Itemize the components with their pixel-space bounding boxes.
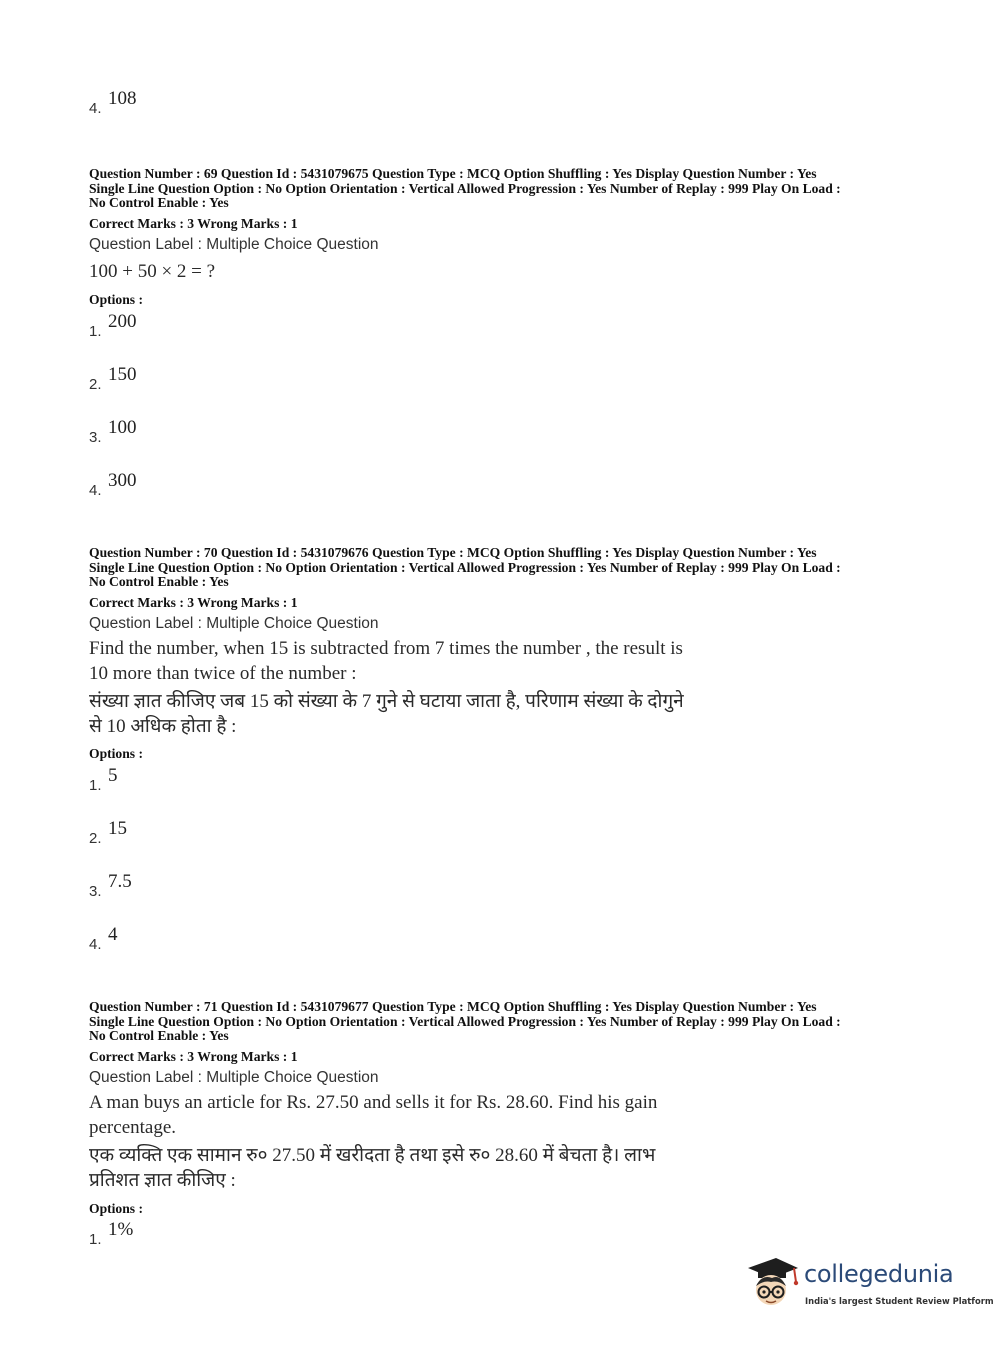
option-value: 150 [108,364,137,385]
question-text-line: 100 + 50 × 2 = ? [89,261,216,282]
option-number: 1. [89,777,102,794]
mascot-icon [742,1252,800,1310]
question-text-line-hindi: एक व्यक्ति एक सामान रु० 27.50 में खरीदता है तथा इसे रु० 28.60 में बेचता है। लाभ [89,1145,656,1166]
meta-line: Question Number : 71 Question Id : 5431079677 Question Type : MCQ Option Shuffling : Yes Display Question Number : Yes [89,999,817,1014]
option-number: 4. [89,100,102,117]
logo-brand-text: collegedunia [804,1260,954,1288]
option-number: 2. [89,376,102,393]
option-number: 3. [89,883,102,900]
option-number: 3. [89,429,102,446]
meta-line: Single Line Question Option : No Option Orientation : Vertical Allowed Progression : Yes Number of Replay : 999 Play On Load : [89,180,841,196]
logo-tagline: India's largest Student Review Platform [805,1296,994,1306]
question-71-label: Question Label : Multiple Choice Question [89,1069,379,1086]
question-text-line-hindi: प्रतिशत ज्ञात कीजिए : [89,1170,236,1191]
option-value: 100 [108,417,137,438]
question-text-line-hindi: संख्या ज्ञात कीजिए जब 15 को संख्या के 7 गुने से घटाया जाता है, परिणाम संख्या के दोगुने [89,691,684,712]
meta-line: No Control Enable : Yes [89,195,229,210]
question-69-text [89,259,789,284]
option-number: 4. [89,482,102,499]
option-value: 7.5 [108,871,132,892]
meta-line: No Control Enable : Yes [89,574,229,589]
question-70-options-label: Options : [89,746,144,761]
option-number: 1. [89,323,102,340]
option-value: 200 [108,311,137,332]
question-text-line: 10 more than twice of the number : [89,663,357,684]
question-69-meta [89,167,919,211]
option-value: 15 [108,818,127,839]
option-number: 2. [89,830,102,847]
option-number: 1. [89,1231,102,1248]
question-71-meta [89,1000,919,1044]
question-71-text [89,1090,789,1193]
question-69-marks: Correct Marks : 3 Wrong Marks : 1 [89,216,298,231]
option-value: 5 [108,765,118,786]
meta-line: Single Line Question Option : No Option Orientation : Vertical Allowed Progression : Yes Number of Replay : 999 Play On Load : [89,1013,841,1029]
question-70-label: Question Label : Multiple Choice Question [89,615,379,632]
question-70-meta [89,546,919,590]
question-69-label: Question Label : Multiple Choice Question [89,236,379,253]
question-71-options-label: Options : [89,1201,144,1216]
meta-line: Question Number : 70 Question Id : 5431079676 Question Type : MCQ Option Shuffling : Yes Display Question Number : Yes [89,545,817,560]
question-70-marks: Correct Marks : 3 Wrong Marks : 1 [89,595,298,610]
meta-line: Question Number : 69 Question Id : 5431079675 Question Type : MCQ Option Shuffling : Yes Display Question Number : Yes [89,166,817,181]
option-value: 108 [108,88,137,109]
option-value: 4 [108,924,118,945]
option-number: 4. [89,936,102,953]
meta-line: Single Line Question Option : No Option Orientation : Vertical Allowed Progression : Yes Number of Replay : 999 Play On Load : [89,559,841,575]
option-value: 300 [108,470,137,491]
question-69-options-label: Options : [89,292,144,307]
option-value: 1% [108,1219,134,1240]
collegedunia-logo [742,1248,994,1318]
question-text-line: Find the number, when 15 is subtracted from 7 times the number , the result is [89,638,683,659]
meta-line: No Control Enable : Yes [89,1028,229,1043]
question-text-line-hindi: से 10 अधिक होता है : [89,716,237,737]
question-71-marks: Correct Marks : 3 Wrong Marks : 1 [89,1049,298,1064]
question-70-text [89,636,789,739]
question-text-line: A man buys an article for Rs. 27.50 and sells it for Rs. 28.60. Find his gain [89,1092,658,1113]
question-text-line: percentage. [89,1117,177,1138]
